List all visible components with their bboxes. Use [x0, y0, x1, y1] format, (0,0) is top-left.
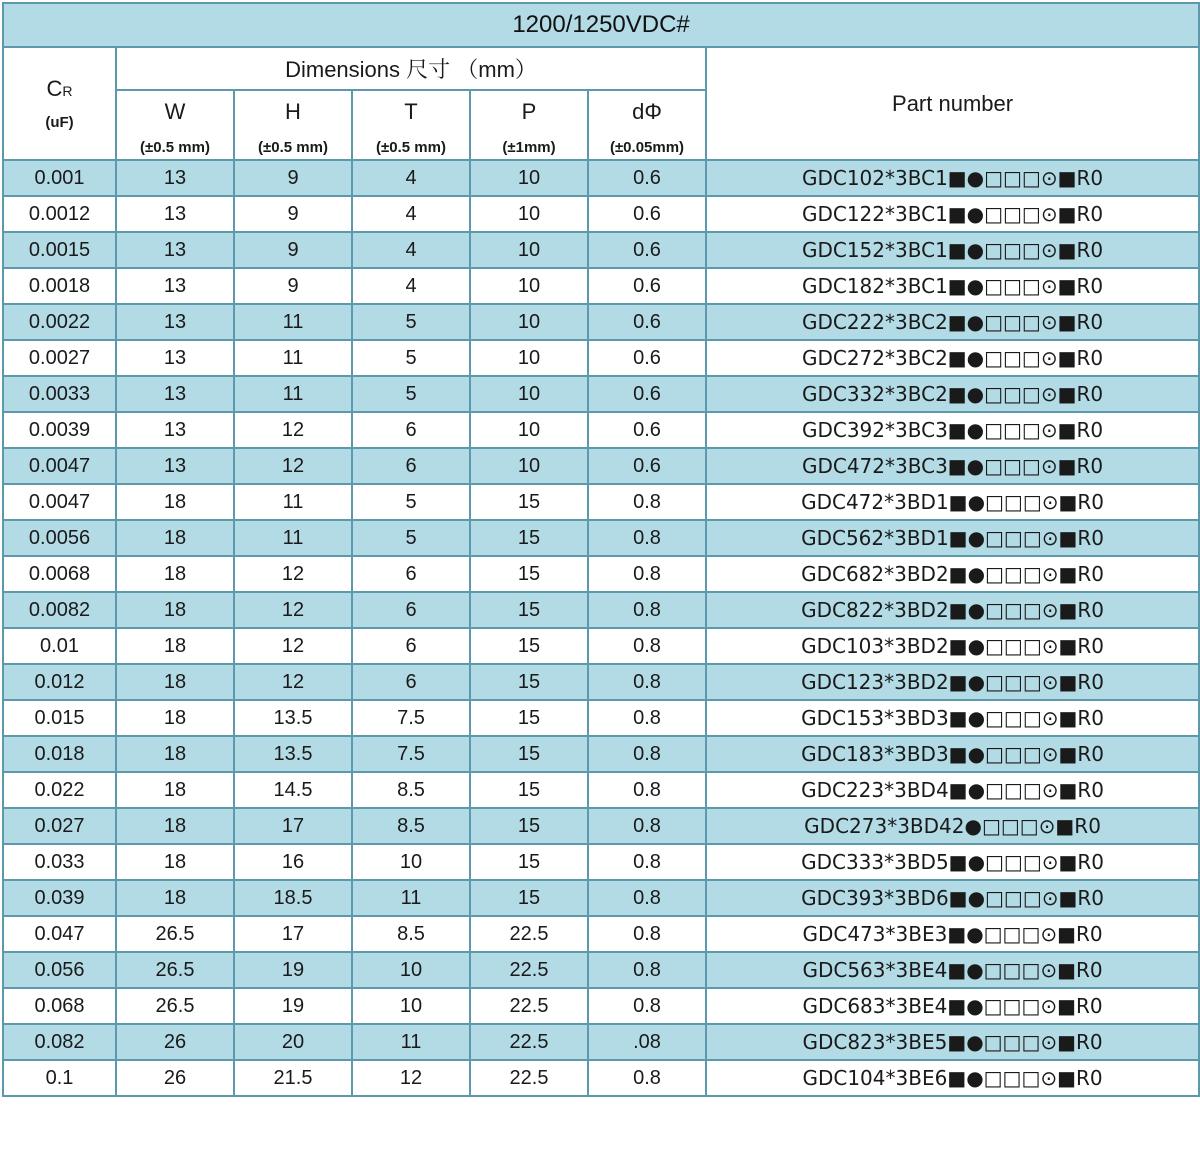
thickness-cell: 5 — [352, 304, 470, 340]
thickness-cell: 4 — [352, 268, 470, 304]
lead-diameter-cell: 0.6 — [588, 304, 706, 340]
width-cell: 18 — [116, 808, 234, 844]
header-col-w — [116, 90, 234, 160]
width-cell: 13 — [116, 412, 234, 448]
lead-diameter-cell: 0.6 — [588, 268, 706, 304]
height-cell: 11 — [234, 340, 352, 376]
header-col-p — [470, 90, 588, 160]
capacitance-cell: 0.0056 — [3, 520, 116, 556]
header-capacitance — [3, 47, 116, 160]
capacitance-cell: 0.0082 — [3, 592, 116, 628]
part-number-cell: GDC683*3BE4■●□□□⊙■R0 — [706, 988, 1199, 1024]
part-number-cell: GDC272*3BC2■●□□□⊙■R0 — [706, 340, 1199, 376]
pitch-cell: 15 — [470, 736, 588, 772]
part-number-cell: GDC152*3BC1■●□□□⊙■R0 — [706, 232, 1199, 268]
height-cell: 12 — [234, 556, 352, 592]
table-row — [3, 412, 1199, 448]
pitch-cell: 15 — [470, 520, 588, 556]
lead-diameter-cell: 0.8 — [588, 484, 706, 520]
height-cell: 12 — [234, 412, 352, 448]
pitch-cell: 10 — [470, 196, 588, 232]
pitch-cell: 15 — [470, 880, 588, 916]
table-row — [3, 808, 1199, 844]
capacitance-cell: 0.015 — [3, 700, 116, 736]
width-cell: 18 — [116, 700, 234, 736]
lead-diameter-cell: 0.8 — [588, 664, 706, 700]
pitch-cell: 15 — [470, 772, 588, 808]
header-col-d — [588, 90, 706, 160]
table-row — [3, 520, 1199, 556]
part-number-cell: GDC472*3BD1■●□□□⊙■R0 — [706, 484, 1199, 520]
thickness-cell: 6 — [352, 664, 470, 700]
width-cell: 18 — [116, 844, 234, 880]
pitch-cell: 15 — [470, 592, 588, 628]
pitch-cell: 15 — [470, 628, 588, 664]
capacitance-cell: 0.056 — [3, 952, 116, 988]
height-cell: 9 — [234, 232, 352, 268]
width-cell: 13 — [116, 268, 234, 304]
capacitance-cell: 0.0039 — [3, 412, 116, 448]
column-name: P — [521, 98, 537, 124]
table-row — [3, 772, 1199, 808]
height-cell: 19 — [234, 952, 352, 988]
table-row — [3, 1060, 1199, 1096]
pitch-cell: 22.5 — [470, 1060, 588, 1096]
column-tolerance: (±1mm) — [502, 138, 556, 156]
width-cell: 26 — [116, 1060, 234, 1096]
capacitance-cell: 0.012 — [3, 664, 116, 700]
pitch-cell: 15 — [470, 808, 588, 844]
thickness-cell: 11 — [352, 1024, 470, 1060]
table-row — [3, 592, 1199, 628]
part-number-cell: GDC823*3BE5■●□□□⊙■R0 — [706, 1024, 1199, 1060]
pitch-cell: 10 — [470, 412, 588, 448]
thickness-cell: 5 — [352, 340, 470, 376]
lead-diameter-cell: 0.6 — [588, 412, 706, 448]
part-number-cell: GDC333*3BD5■●□□□⊙■R0 — [706, 844, 1199, 880]
lead-diameter-cell: 0.8 — [588, 952, 706, 988]
part-number-cell: GDC123*3BD2■●□□□⊙■R0 — [706, 664, 1199, 700]
table-row — [3, 1024, 1199, 1060]
width-cell: 26.5 — [116, 952, 234, 988]
part-number-cell: GDC183*3BD3■●□□□⊙■R0 — [706, 736, 1199, 772]
table-row — [3, 304, 1199, 340]
lead-diameter-cell: 0.6 — [588, 448, 706, 484]
table-row — [3, 664, 1199, 700]
thickness-cell: 6 — [352, 628, 470, 664]
column-name: H — [285, 98, 301, 124]
table-row — [3, 916, 1199, 952]
part-number-cell: GDC182*3BC1■●□□□⊙■R0 — [706, 268, 1199, 304]
thickness-cell: 5 — [352, 520, 470, 556]
table-row — [3, 628, 1199, 664]
spec-table — [2, 2, 1200, 1097]
lead-diameter-cell: 0.6 — [588, 160, 706, 196]
pitch-cell: 10 — [470, 304, 588, 340]
thickness-cell: 5 — [352, 376, 470, 412]
width-cell: 18 — [116, 484, 234, 520]
height-cell: 14.5 — [234, 772, 352, 808]
capacitance-cell: 0.0022 — [3, 304, 116, 340]
thickness-cell: 10 — [352, 844, 470, 880]
lead-diameter-cell: 0.8 — [588, 628, 706, 664]
pitch-cell: 22.5 — [470, 952, 588, 988]
part-number-cell: GDC392*3BC3■●□□□⊙■R0 — [706, 412, 1199, 448]
pitch-cell: 22.5 — [470, 988, 588, 1024]
height-cell: 12 — [234, 448, 352, 484]
width-cell: 13 — [116, 160, 234, 196]
capacitance-cell: 0.027 — [3, 808, 116, 844]
column-name: dΦ — [632, 98, 662, 124]
table-row — [3, 880, 1199, 916]
pitch-cell: 15 — [470, 844, 588, 880]
width-cell: 18 — [116, 736, 234, 772]
lead-diameter-cell: 0.6 — [588, 232, 706, 268]
lead-diameter-cell: .08 — [588, 1024, 706, 1060]
thickness-cell: 7.5 — [352, 700, 470, 736]
width-cell: 13 — [116, 448, 234, 484]
thickness-cell: 4 — [352, 196, 470, 232]
part-number-cell: GDC393*3BD6■●□□□⊙■R0 — [706, 880, 1199, 916]
height-cell: 9 — [234, 268, 352, 304]
thickness-cell: 8.5 — [352, 808, 470, 844]
column-tolerance: (±0.5 mm) — [258, 138, 328, 156]
lead-diameter-cell: 0.8 — [588, 556, 706, 592]
table-row — [3, 700, 1199, 736]
thickness-cell: 12 — [352, 1060, 470, 1096]
height-cell: 17 — [234, 808, 352, 844]
part-number-cell: GDC273*3BD42●□□□⊙■R0 — [706, 808, 1199, 844]
thickness-cell: 4 — [352, 232, 470, 268]
column-tolerance: (±0.5 mm) — [376, 138, 446, 156]
part-number-cell: GDC562*3BD1■●□□□⊙■R0 — [706, 520, 1199, 556]
lead-diameter-cell: 0.8 — [588, 880, 706, 916]
thickness-cell: 6 — [352, 556, 470, 592]
height-cell: 11 — [234, 520, 352, 556]
thickness-cell: 8.5 — [352, 916, 470, 952]
capacitance-cell: 0.0047 — [3, 448, 116, 484]
height-cell: 18.5 — [234, 880, 352, 916]
table-row — [3, 484, 1199, 520]
height-cell: 21.5 — [234, 1060, 352, 1096]
width-cell: 18 — [116, 880, 234, 916]
width-cell: 18 — [116, 520, 234, 556]
lead-diameter-cell: 0.6 — [588, 196, 706, 232]
part-number-cell: GDC332*3BC2■●□□□⊙■R0 — [706, 376, 1199, 412]
height-cell: 11 — [234, 304, 352, 340]
table-row — [3, 340, 1199, 376]
thickness-cell: 11 — [352, 880, 470, 916]
capacitance-cell: 0.018 — [3, 736, 116, 772]
width-cell: 13 — [116, 196, 234, 232]
pitch-cell: 15 — [470, 664, 588, 700]
part-number-cell: GDC222*3BC2■●□□□⊙■R0 — [706, 304, 1199, 340]
height-cell: 12 — [234, 592, 352, 628]
width-cell: 18 — [116, 592, 234, 628]
part-number-cell: GDC102*3BC1■●□□□⊙■R0 — [706, 160, 1199, 196]
header-part-number: Part number — [706, 47, 1199, 160]
part-number-cell: GDC223*3BD4■●□□□⊙■R0 — [706, 772, 1199, 808]
height-cell: 9 — [234, 196, 352, 232]
header-col-h — [234, 90, 352, 160]
table-row — [3, 736, 1199, 772]
column-tolerance: (±0.05mm) — [609, 138, 685, 156]
capacitance-cell: 0.068 — [3, 988, 116, 1024]
header-dimensions: Dimensions 尺寸 （mm） — [116, 47, 706, 90]
cr-subscript: R — [62, 83, 73, 99]
table-title: 1200/1250VDC# — [3, 3, 1199, 47]
capacitance-cell: 0.039 — [3, 880, 116, 916]
width-cell: 13 — [116, 304, 234, 340]
table-body — [3, 160, 1199, 1096]
pitch-cell: 10 — [470, 232, 588, 268]
lead-diameter-cell: 0.8 — [588, 808, 706, 844]
lead-diameter-cell: 0.8 — [588, 1060, 706, 1096]
pitch-cell: 10 — [470, 160, 588, 196]
height-cell: 13.5 — [234, 700, 352, 736]
pitch-cell: 15 — [470, 484, 588, 520]
capacitance-cell: 0.0018 — [3, 268, 116, 304]
width-cell: 26 — [116, 1024, 234, 1060]
height-cell: 11 — [234, 484, 352, 520]
lead-diameter-cell: 0.8 — [588, 844, 706, 880]
lead-diameter-cell: 0.6 — [588, 340, 706, 376]
lead-diameter-cell: 0.8 — [588, 736, 706, 772]
thickness-cell: 7.5 — [352, 736, 470, 772]
width-cell: 26.5 — [116, 916, 234, 952]
lead-diameter-cell: 0.8 — [588, 772, 706, 808]
part-number-cell: GDC563*3BE4■●□□□⊙■R0 — [706, 952, 1199, 988]
part-number-cell: GDC153*3BD3■●□□□⊙■R0 — [706, 700, 1199, 736]
pitch-cell: 22.5 — [470, 916, 588, 952]
width-cell: 18 — [116, 772, 234, 808]
capacitance-cell: 0.01 — [3, 628, 116, 664]
thickness-cell: 5 — [352, 484, 470, 520]
height-cell: 13.5 — [234, 736, 352, 772]
width-cell: 13 — [116, 232, 234, 268]
thickness-cell: 8.5 — [352, 772, 470, 808]
capacitance-cell: 0.0027 — [3, 340, 116, 376]
thickness-cell: 10 — [352, 988, 470, 1024]
part-number-cell: GDC103*3BD2■●□□□⊙■R0 — [706, 628, 1199, 664]
part-number-cell: GDC473*3BE3■●□□□⊙■R0 — [706, 916, 1199, 952]
thickness-cell: 6 — [352, 412, 470, 448]
width-cell: 13 — [116, 340, 234, 376]
table-row — [3, 448, 1199, 484]
width-cell: 13 — [116, 376, 234, 412]
capacitance-cell: 0.0047 — [3, 484, 116, 520]
capacitance-cell: 0.022 — [3, 772, 116, 808]
table-row — [3, 376, 1199, 412]
capacitance-cell: 0.033 — [3, 844, 116, 880]
height-cell: 12 — [234, 664, 352, 700]
lead-diameter-cell: 0.8 — [588, 592, 706, 628]
table-row — [3, 952, 1199, 988]
column-tolerance: (±0.5 mm) — [140, 138, 210, 156]
table-row — [3, 196, 1199, 232]
table-row — [3, 988, 1199, 1024]
lead-diameter-cell: 0.8 — [588, 700, 706, 736]
lead-diameter-cell: 0.6 — [588, 376, 706, 412]
capacitance-cell: 0.1 — [3, 1060, 116, 1096]
capacitance-cell: 0.0012 — [3, 196, 116, 232]
capacitance-cell: 0.0015 — [3, 232, 116, 268]
table-row — [3, 160, 1199, 196]
width-cell: 18 — [116, 664, 234, 700]
part-number-cell: GDC822*3BD2■●□□□⊙■R0 — [706, 592, 1199, 628]
capacitance-cell: 0.001 — [3, 160, 116, 196]
cr-label: C — [46, 76, 63, 101]
pitch-cell: 15 — [470, 700, 588, 736]
thickness-cell: 6 — [352, 592, 470, 628]
capacitance-cell: 0.047 — [3, 916, 116, 952]
pitch-cell: 10 — [470, 268, 588, 304]
width-cell: 18 — [116, 556, 234, 592]
capacitance-cell: 0.0068 — [3, 556, 116, 592]
width-cell: 26.5 — [116, 988, 234, 1024]
thickness-cell: 6 — [352, 448, 470, 484]
height-cell: 20 — [234, 1024, 352, 1060]
column-name: T — [404, 98, 418, 124]
capacitance-cell: 0.082 — [3, 1024, 116, 1060]
part-number-cell: GDC682*3BD2■●□□□⊙■R0 — [706, 556, 1199, 592]
header-col-t — [352, 90, 470, 160]
capacitance-cell: 0.0033 — [3, 376, 116, 412]
pitch-cell: 15 — [470, 556, 588, 592]
height-cell: 17 — [234, 916, 352, 952]
height-cell: 12 — [234, 628, 352, 664]
pitch-cell: 10 — [470, 376, 588, 412]
lead-diameter-cell: 0.8 — [588, 916, 706, 952]
table-row — [3, 556, 1199, 592]
height-cell: 9 — [234, 160, 352, 196]
width-cell: 18 — [116, 628, 234, 664]
height-cell: 16 — [234, 844, 352, 880]
height-cell: 19 — [234, 988, 352, 1024]
height-cell: 11 — [234, 376, 352, 412]
cr-unit: (uF) — [45, 114, 74, 131]
table-row — [3, 232, 1199, 268]
pitch-cell: 10 — [470, 448, 588, 484]
pitch-cell: 22.5 — [470, 1024, 588, 1060]
part-number-cell: GDC104*3BE6■●□□□⊙■R0 — [706, 1060, 1199, 1096]
table-row — [3, 268, 1199, 304]
thickness-cell: 4 — [352, 160, 470, 196]
thickness-cell: 10 — [352, 952, 470, 988]
part-number-cell: GDC122*3BC1■●□□□⊙■R0 — [706, 196, 1199, 232]
lead-diameter-cell: 0.8 — [588, 988, 706, 1024]
pitch-cell: 10 — [470, 340, 588, 376]
column-name: W — [164, 98, 186, 124]
lead-diameter-cell: 0.8 — [588, 520, 706, 556]
table-row — [3, 844, 1199, 880]
part-number-cell: GDC472*3BC3■●□□□⊙■R0 — [706, 448, 1199, 484]
